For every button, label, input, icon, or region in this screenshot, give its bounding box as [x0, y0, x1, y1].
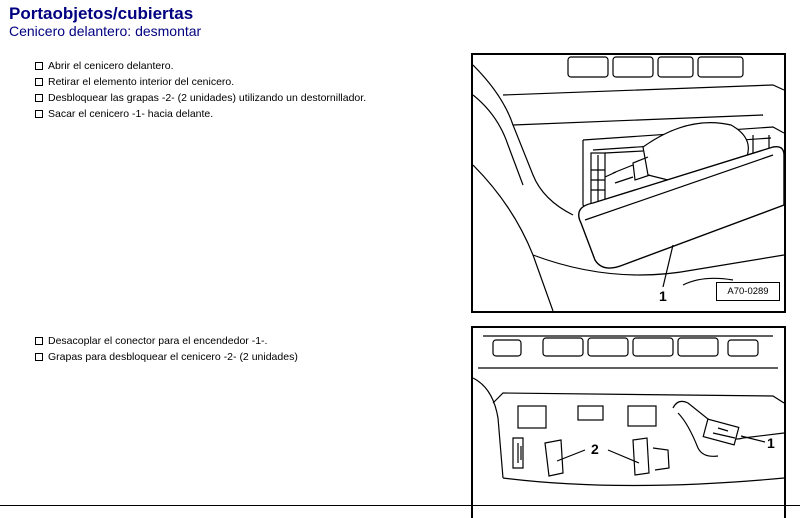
- figure-ashtray-removal: [471, 53, 786, 313]
- bullet-icon: [35, 94, 43, 102]
- bullet-icon: [35, 78, 43, 86]
- step-item: Abrir el cenicero delantero.: [35, 58, 366, 74]
- figure-connector-clips: [471, 326, 786, 518]
- step-item: Desbloquear las grapas -2- (2 unidades) utilizando un destornillador.: [35, 90, 366, 106]
- step-item: Sacar el cenicero -1- hacia delante.: [35, 106, 366, 122]
- callout-2: 2: [591, 441, 599, 457]
- page-title: Portaobjetos/cubiertas: [9, 4, 194, 23]
- step-item: Retirar el elemento interior del cenicero.: [35, 74, 366, 90]
- bullet-icon: [35, 353, 43, 361]
- step-item: Desacoplar el conector para el encendedor -1-.: [35, 333, 298, 349]
- callout-1: 1: [659, 288, 667, 304]
- connector-illustration: [473, 328, 784, 518]
- step-list-1: [35, 58, 366, 122]
- figure-code: A70-0289: [716, 282, 780, 301]
- callout-1: 1: [767, 435, 775, 451]
- page-subtitle: Cenicero delantero: desmontar: [9, 23, 202, 39]
- step-list-2: [35, 333, 298, 365]
- ashtray-illustration: [473, 55, 784, 311]
- bullet-icon: [35, 337, 43, 345]
- bullet-icon: [35, 62, 43, 70]
- step-item: Grapas para desbloquear el cenicero -2- (2 unidades): [35, 349, 298, 365]
- page-bottom-rule: [0, 505, 800, 506]
- bullet-icon: [35, 110, 43, 118]
